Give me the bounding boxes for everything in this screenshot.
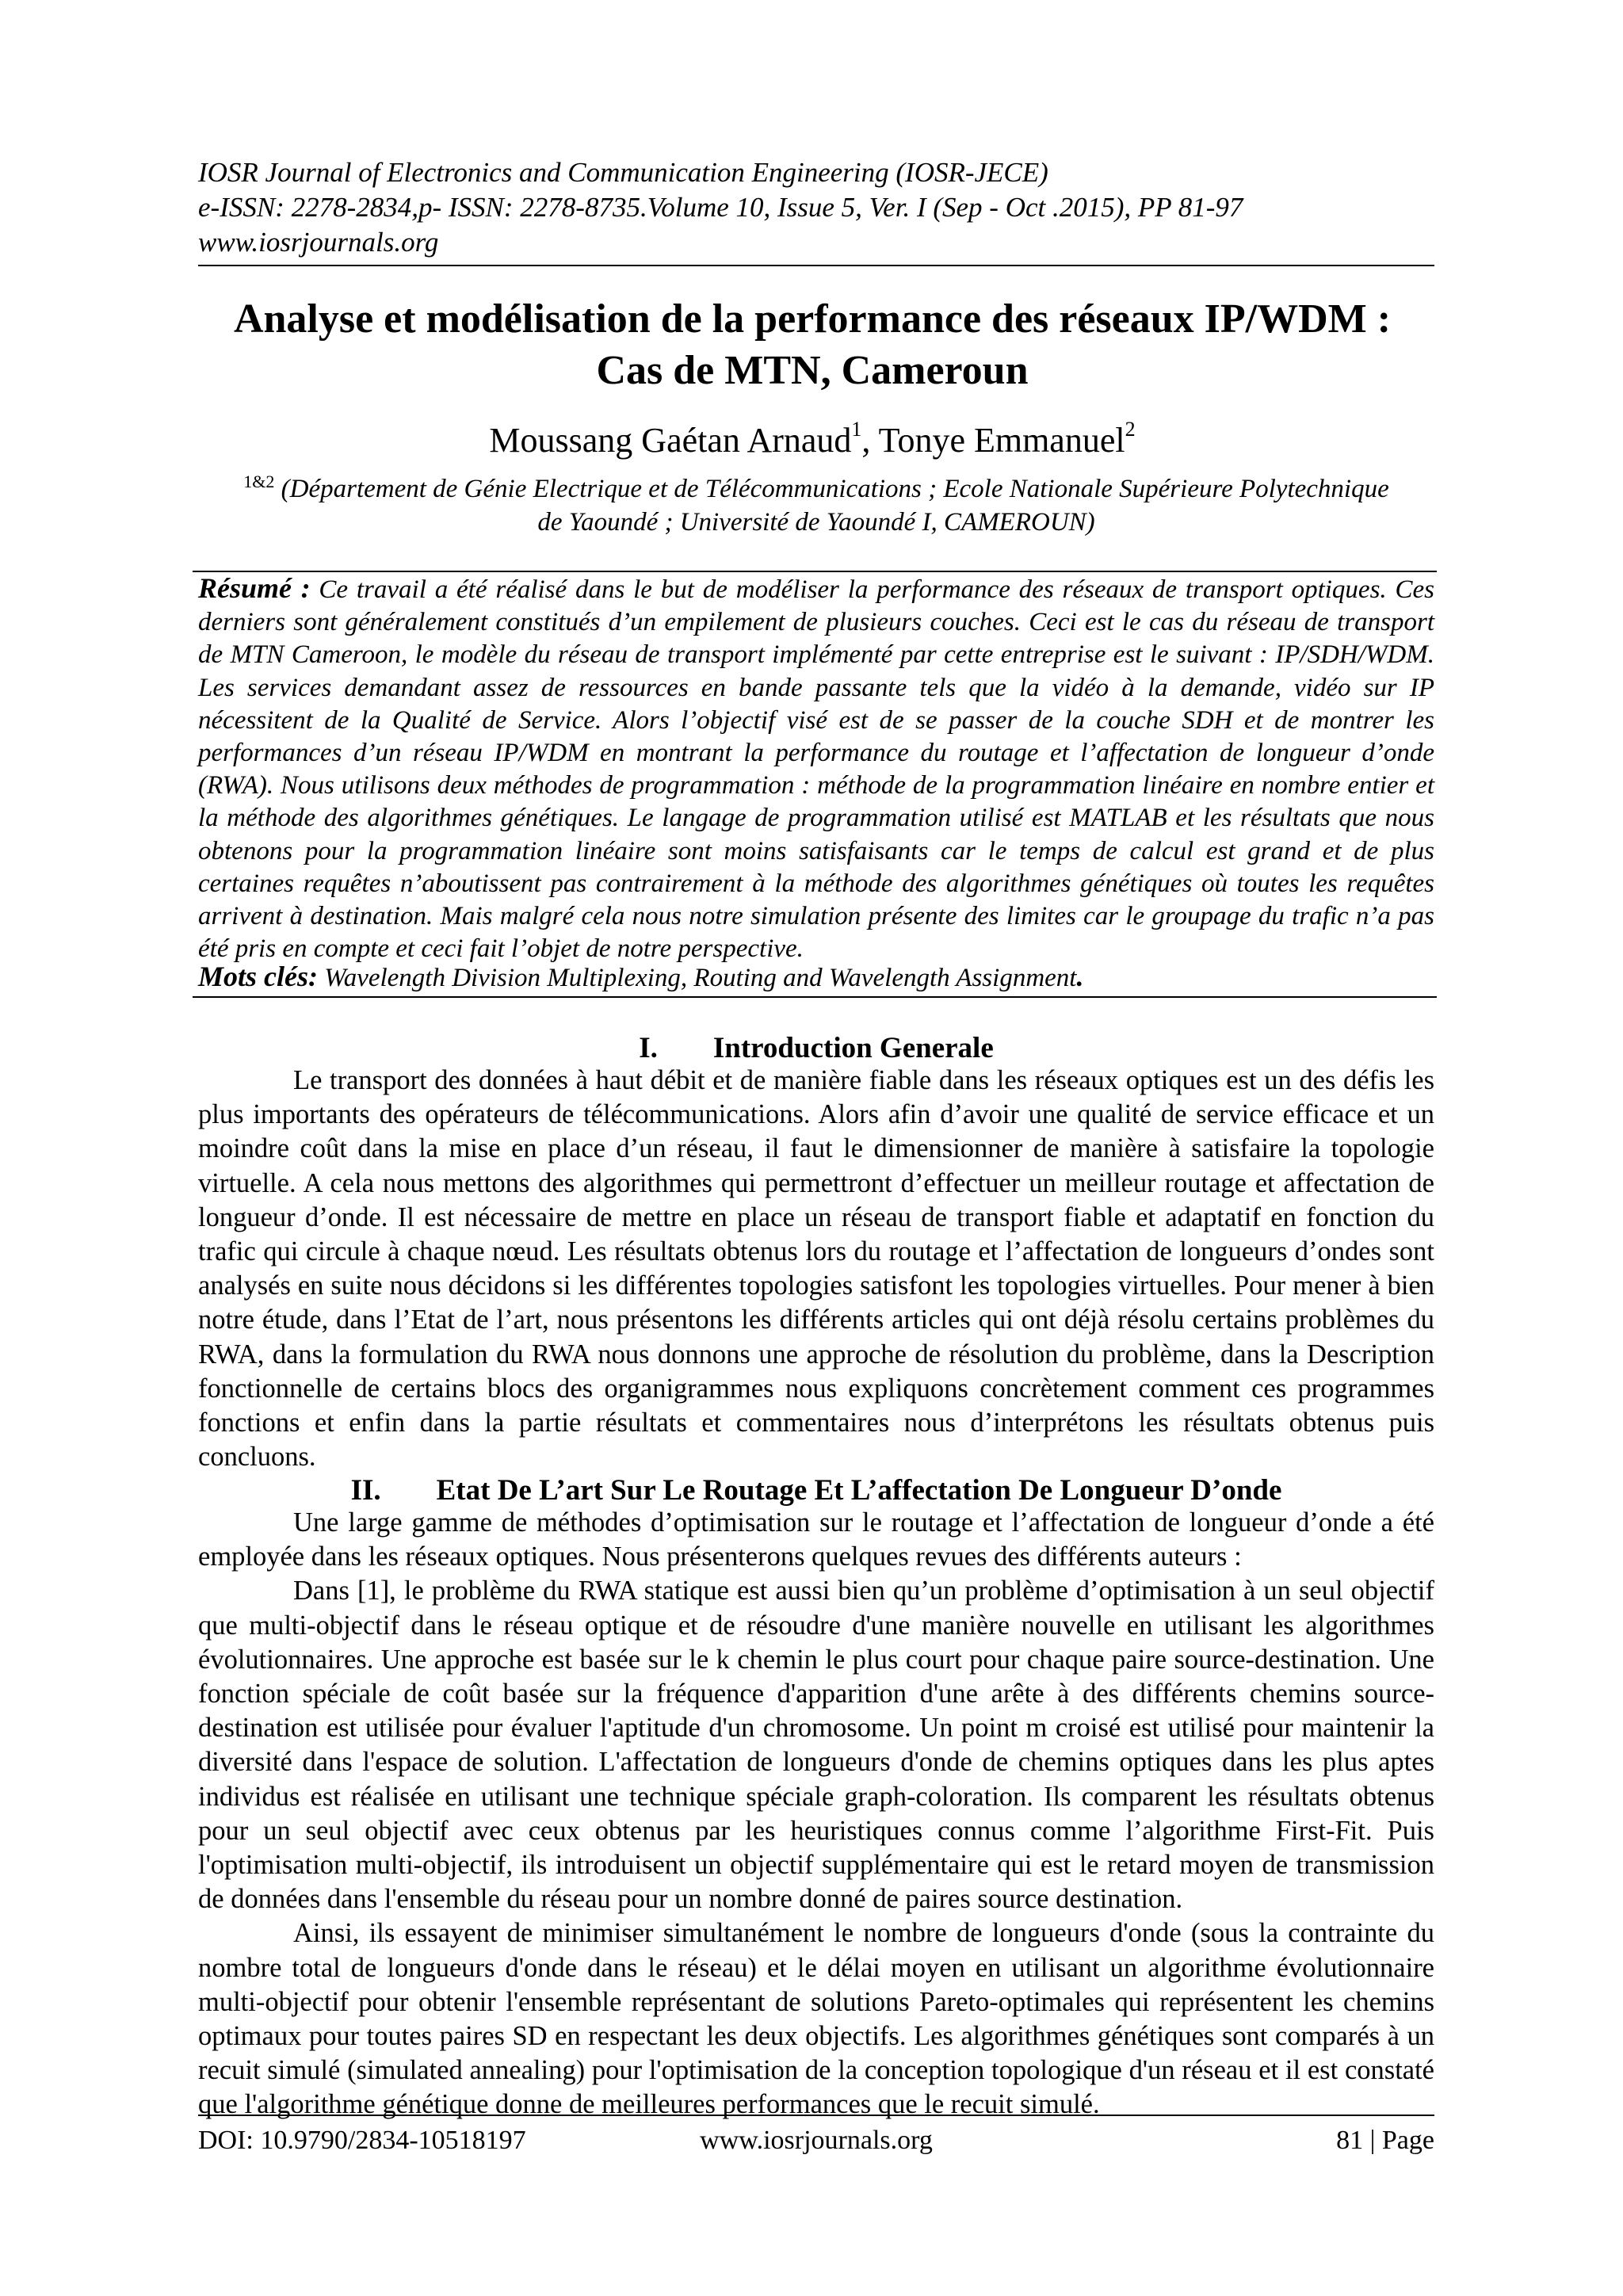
section-1-body xyxy=(198,1064,1434,1474)
author-list xyxy=(158,420,1466,461)
section-1-title: Introduction Generale xyxy=(712,1032,994,1064)
section-2-number: II. xyxy=(350,1474,381,1507)
journal-name: IOSR Journal of Electronics and Communication Engineering (IOSR-JECE) xyxy=(198,157,1048,188)
author-2-mark: 2 xyxy=(1125,418,1136,441)
keywords-label: Mots clés: xyxy=(198,961,318,992)
header-divider xyxy=(198,265,1434,266)
abstract-label: Résumé : xyxy=(198,572,311,604)
title-line-1: Analyse et modélisation de la performance des réseaux IP/WDM : xyxy=(233,296,1392,342)
journal-header xyxy=(198,155,1434,260)
affiliation-line-2: de Yaoundé ; Université de Yaoundé I, CAMEROUN) xyxy=(537,508,1095,537)
section-1-heading xyxy=(198,1030,1434,1067)
footer-page-number: 81 | Page xyxy=(1336,2126,1434,2155)
title-line-2: Cas de MTN, Cameroun xyxy=(596,348,1029,393)
abstract-bottom-rule xyxy=(193,996,1437,998)
abstract xyxy=(198,572,1434,965)
author-1: Moussang Gaétan Arnaud xyxy=(489,421,852,460)
author-1-mark: 1 xyxy=(851,418,862,441)
section-1-paragraph: Le transport des données à haut débit et de manière fiable dans les réseaux optiques est un des défis les plus importants des opérateurs de télécommunications. Alors afin d’avoir une qualité de service efficace et un moindre coût dans la mise en place d’un réseau, il faut le dimensionner de manière à satisfaire la topologie virtuelle. A cela nous mettons des algorithmes qui permettront d’effectuer un meilleur routage et affectation de longueur d’onde. Il est nécessaire de mettre en place un réseau de transport fiable et adaptatif en fonction du trafic qui circule à chaque nœud. Les résultats obtenus lors du routage et l’affectation de longueurs d’ondes sont analysés en suite nous décidons si les différentes topologies satisfont les topologies virtuelles. Pour mener à bien notre étude, dans l’Etat de l’art, nous présentons les différents articles qui ont déjà résolu certains problèmes du RWA, dans la formulation du RWA nous donnons une approche de résolution du problème, dans la Description fonctionnelle de certains blocs des organigrammes nous expliquons concrètement comment ces programmes fonctions et enfin dans la partie résultats et commentaires nous d’interprétons les résultats obtenus puis concluons. xyxy=(198,1065,1434,1473)
section-1-number: I. xyxy=(639,1032,658,1064)
author-2: Tonye Emmanuel xyxy=(878,421,1125,460)
journal-website: www.iosrjournals.org xyxy=(198,227,439,258)
footer-website: www.iosrjournals.org xyxy=(700,2126,933,2155)
section-2-paragraph-3: Ainsi, ils essayent de minimiser simultanément le nombre de longueurs d'onde (sous la contrainte du nombre total de longueurs d'onde dans le réseau) et le délai moyen en utilisant un algorithme évolutionnaire multi-objectif pour obtenir l'ensemble représentant de solutions Pareto-optimales qui représentent les chemins optimaux pour toutes paires SD en respectant les deux objectifs. Les algorithmes génétiques sont comparés à un recuit simulé (simulated annealing) pour l'optimisation de la conception topologique d'un réseau et il est constaté que l'algorithme génétique donne de meilleures performances que le recuit simulé. xyxy=(198,1918,1434,2120)
affiliation-mark: 1&2 xyxy=(243,472,275,491)
keywords-end: . xyxy=(1076,961,1084,992)
affiliation xyxy=(198,472,1434,539)
keywords-text: Wavelength Division Multiplexing, Routing and Wavelength Assignment xyxy=(324,964,1077,992)
journal-issn: e-ISSN: 2278-2834,p- ISSN: 2278-8735.Volume 10, Issue 5, Ver. I (Sep - Oct .2015), PP 81-97 xyxy=(198,192,1243,223)
section-2-paragraph-1: Une large gamme de méthodes d’optimisation sur le routage et l’affectation de longueur d’onde a été employée dans les réseaux optiques. Nous présenterons quelques revues des différents auteurs : xyxy=(198,1507,1434,1572)
footer-divider xyxy=(198,2115,1434,2116)
section-2-title: Etat De L’art Sur Le Routage Et L’affectation De Longueur D’onde xyxy=(436,1474,1282,1507)
section-2-body xyxy=(198,1506,1434,2122)
affiliation-line-1: (Département de Génie Electrique et de Télécommunications ; Ecole Nationale Supérieure Polytechnique xyxy=(281,475,1389,503)
abstract-text: Ce travail a été réalisé dans le but de modéliser la performance des réseaux de transport optiques. Ces derniers sont généralement constitués d’un empilement de plusieurs couches. Ceci est le cas du réseau de transport de MTN Cameroon, le modèle du réseau de transport implémenté par cette entreprise est le suivant : IP/SDH/WDM. Les services demandant assez de ressources en bande passante tels que la vidéo à la demande, vidéo sur IP nécessitent de la Qualité de Service. Alors l’objectif visé est de se passer de la couche SDH et de montrer les performances d’un réseau IP/WDM en montrant la performance du routage et l’affectation de longueur d’onde (RWA). Nous utilisons deux méthodes de programmation : méthode de la programmation linéaire en nombre entier et la méthode des algorithmes génétiques. Le langage de programmation utilisé est MATLAB et les résultats que nous obtenons pour la programmation linéaire sont moins satisfaisants car le temps de calcul est grand et de plus certaines requêtes n’aboutissent pas contrairement à la méthode des algorithmes génétiques où toutes les requêtes arrivent à destination. Mais malgré cela nous notre simulation présente des limites car le groupage du trafic n’a pas été pris en compte et ceci fait l’objet de notre perspective. xyxy=(198,575,1435,964)
section-2-heading xyxy=(198,1473,1434,1509)
keywords xyxy=(198,960,1434,995)
author-separator: , xyxy=(861,421,879,460)
section-2-paragraph-2: Dans [1], le problème du RWA statique est aussi bien qu’un problème d’optimisation à un seul objectif que multi-objectif dans le réseau optique et de résoudre d'une manière nouvelle en utilisant les algorithmes évolutionnaires. Une approche est basée sur le k chemin le plus court pour chaque paire source-destination. Une fonction spéciale de coût basée sur la fréquence d'apparition d'une arête à des différents chemins source-destination est utilisée pour évaluer l'aptitude d'un chromosome. Un point m croisé est utilisé pour maintenir la diversité dans l'espace de solution. L'affectation de longueurs d'onde de chemins optiques dans les plus aptes individus est réalisée en utilisant une technique spéciale graph-coloration. Ils comparent les résultats obtenus pour un seul objectif avec ceux obtenus par les heuristiques connus comme l’algorithme First-Fit. Puis l'optimisation multi-objectif, ils introduisent un objectif supplémentaire qui est le retard moyen de transmission de données dans l'ensemble du réseau pour un nombre donné de paires source destination. xyxy=(198,1576,1434,1915)
paper-title xyxy=(158,293,1466,396)
footer-doi: DOI: 10.9790/2834-10518197 xyxy=(198,2126,526,2155)
